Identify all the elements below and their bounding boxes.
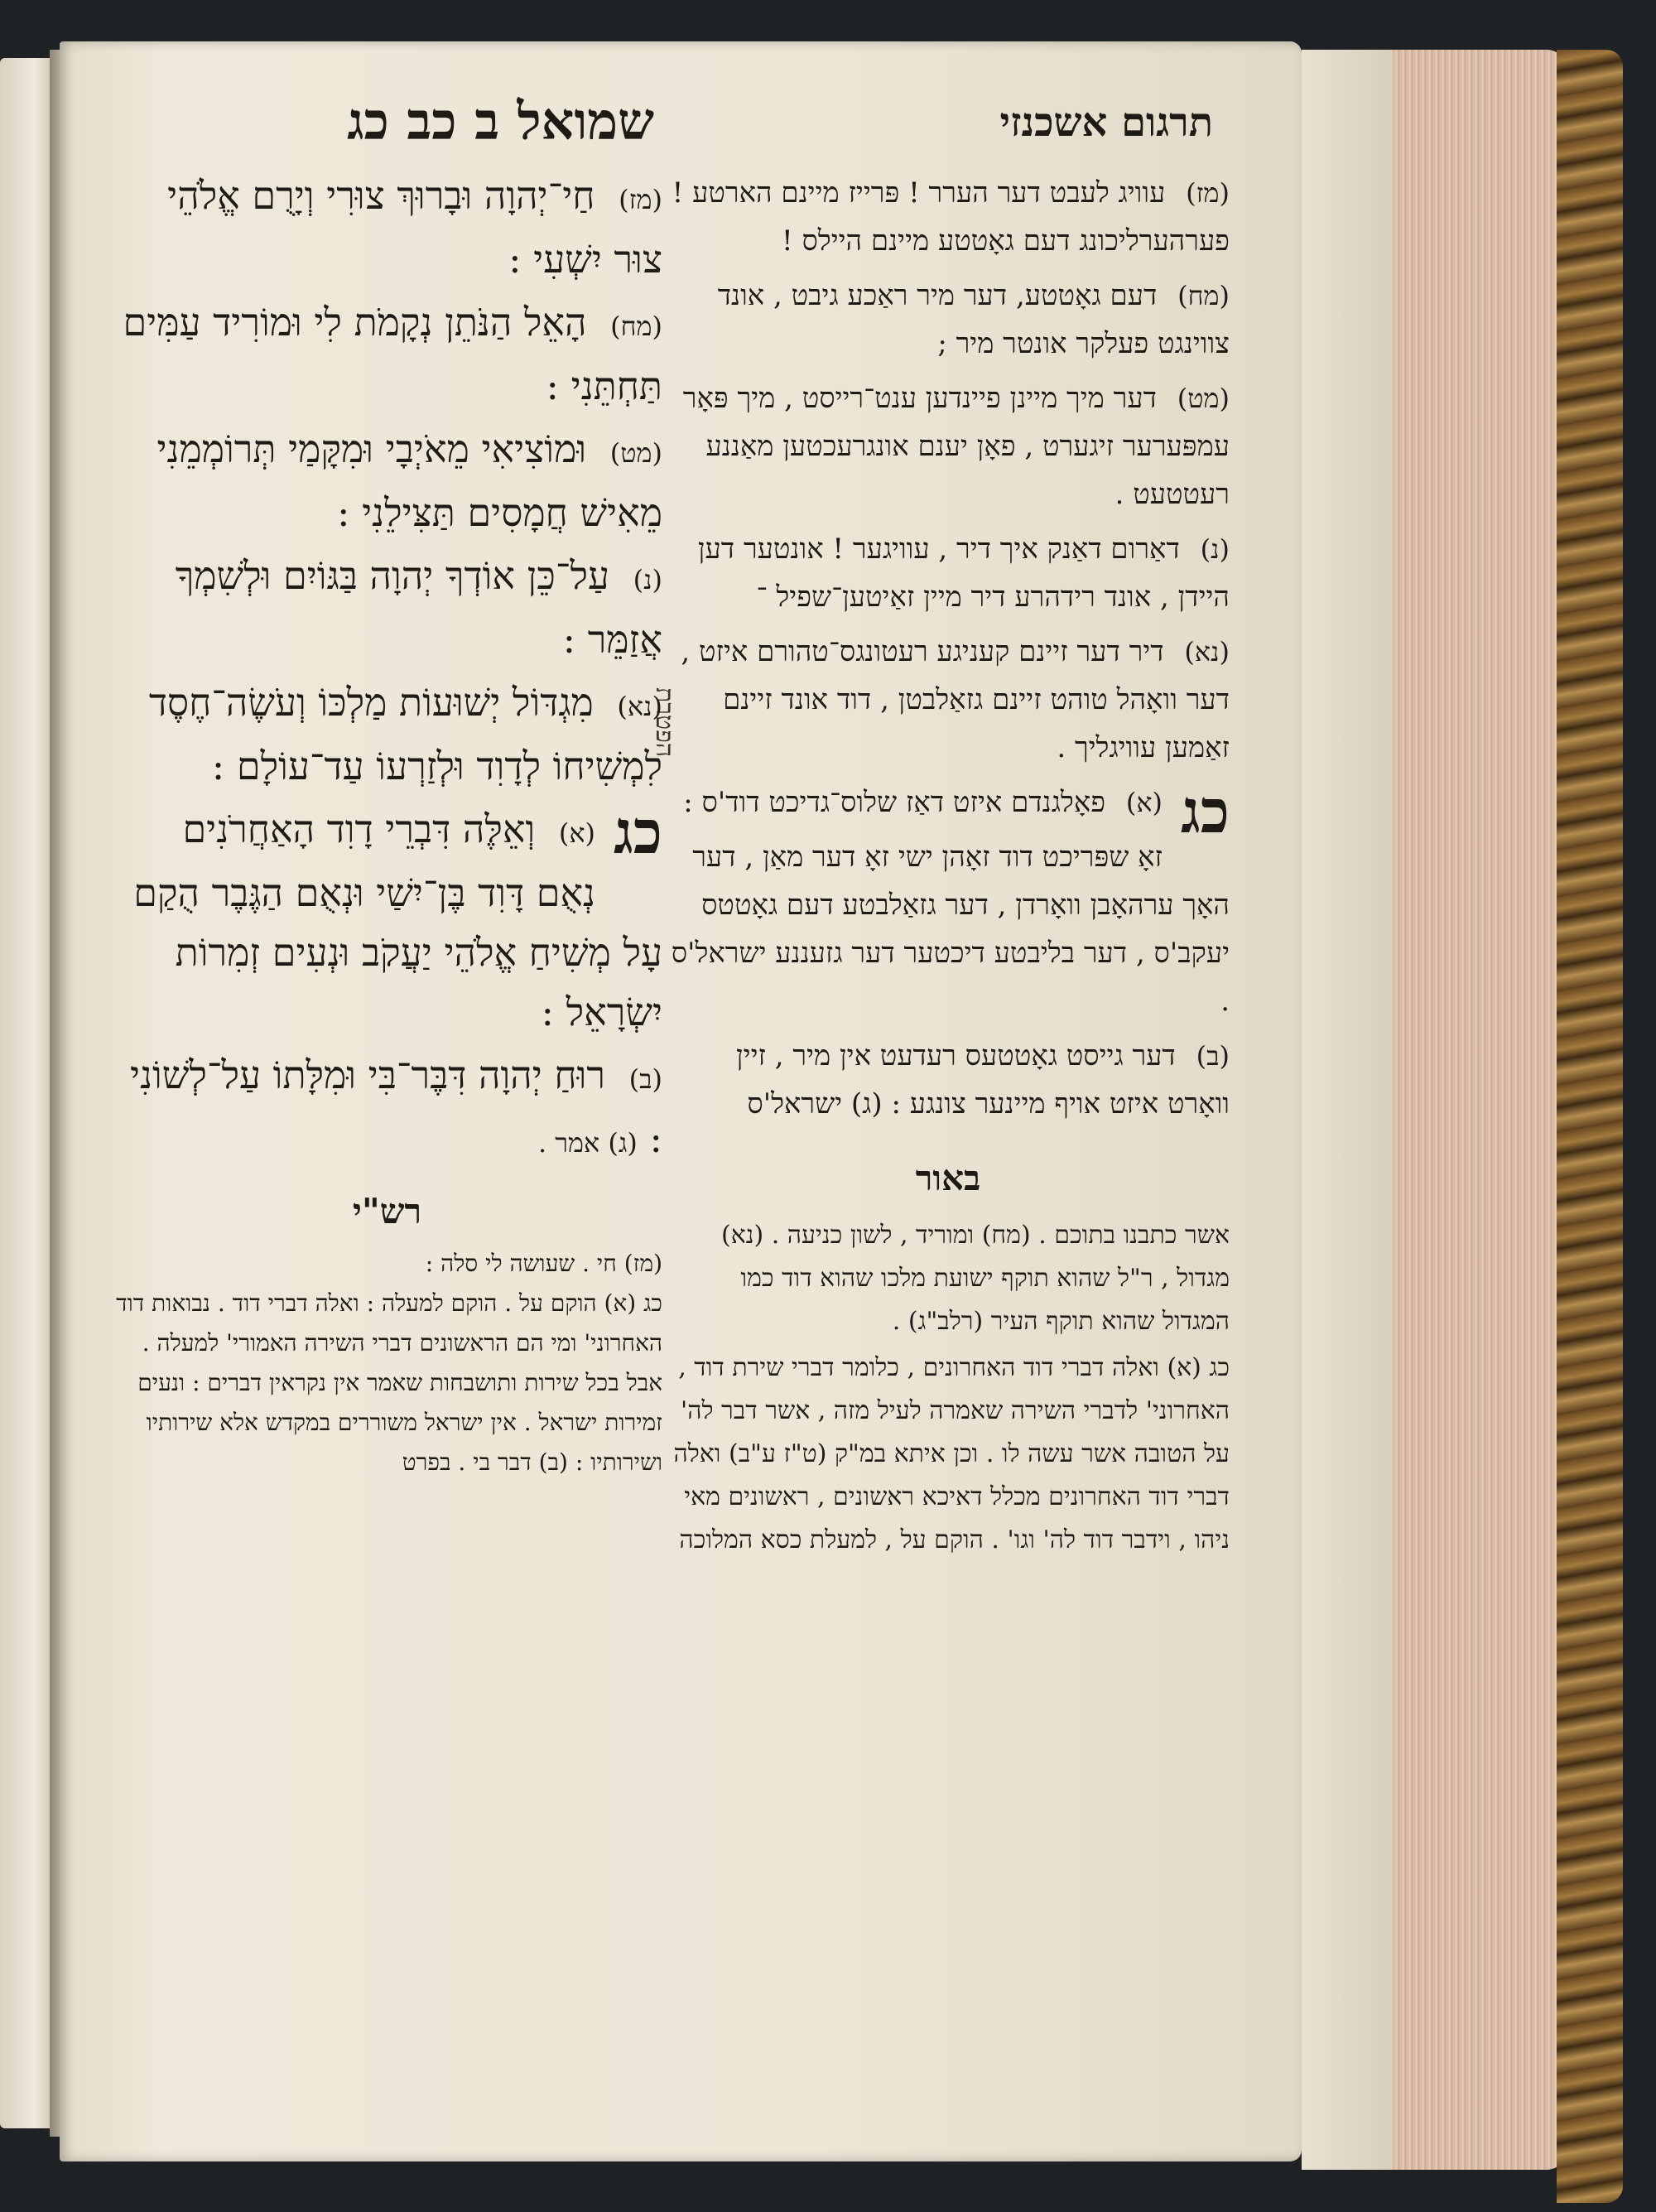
page-stack-top bbox=[1302, 50, 1393, 2170]
targum-verse bbox=[667, 374, 1230, 518]
verse-number: (מז) bbox=[619, 184, 662, 215]
biur-line: אשר כתבנו בתוכם . (מח) ומוריד , לשון כניעה . (נא) מגדול , ר"ל שהוא תוקף ישועת מלכו שהוא דוד כמו המגדול שהוא תוקף העיר (רלב"ג) . bbox=[720, 1221, 1230, 1336]
verse-text: דעם גאָטטע, דער מיר ראַכע גיבט , אונד צווינגט פעלקר אונטר מיר ; bbox=[717, 279, 1230, 360]
verse-number: (מט) bbox=[609, 437, 662, 469]
hebrew-chapter-start bbox=[112, 799, 662, 1042]
verse-text: דער גייסט גאָטטעס רעדעט אין מיר , זיין וואָרט איזט אויף מיינער צונגע : bbox=[736, 1039, 1230, 1120]
haftarah-margin-note: הפטרת bbox=[650, 687, 679, 758]
verse-number: (מט) bbox=[1177, 383, 1230, 414]
verse-text: חַי־יְהוָה וּבָרוּךְ צוּרִי וְיָרֻם אֱלֹהֵי צוּר יִשְׁעִי : bbox=[167, 173, 662, 282]
verse-text: מִגְדּוֹל יְשׁוּעוֹת מַלְכּוֹ וְעֹשֶׂה־חֶסֶד לִמְשִׁיחוֹ לְדָוִד וּלְזַרְעוֹ עַד־עוֹלָם : bbox=[148, 680, 662, 788]
verse-number: (נא) bbox=[617, 691, 662, 722]
verse-text: פאָלגנדם איזט דאַז שלוס־גדיכט דוד'ס : bbox=[683, 786, 1106, 819]
verse-text: רוּחַ יְהוָה דִּבֶּר־בִּי וּמִלָּתוֹ עַל־לְשׁוֹנִי : bbox=[130, 1053, 662, 1161]
rashi-line: (מז) חי . שעושה לי סלה : bbox=[425, 1250, 662, 1277]
hebrew-verse bbox=[112, 419, 662, 542]
targum-header: תרגום אשכנזי bbox=[999, 99, 1213, 146]
targum-verse bbox=[667, 1032, 1230, 1128]
verse-text: הָאֵל הַנֹּתֵן נְקָמֹת לִי וּמוֹרִיד עַמִּים תַּחְתֵּנִי : bbox=[123, 300, 662, 408]
rashi-line: כג (א) הוקם על . הוקם למעלה : ואלה דברי דוד . נבואות דוד האחרוני' ומי הם הראשונים דברי השירה האמורי' למעלה . אבל בכל שירות ותושבחות שאמר אין נקראין דברים : ונעים זמירות ישראל . אין ישראל משוררים במקדש אלא שירותיו ושירותיו : (ב) דבר בי . בפרט bbox=[116, 1289, 662, 1476]
hebrew-verse bbox=[112, 166, 662, 289]
chapter-mark: כג bbox=[614, 797, 662, 867]
verse-text: דאַרום דאַנק איך דיר , עוויגער ! אונטער דען היידן , אונד רידהרע דיר מיין זאַיטען־שפיל ־ bbox=[697, 533, 1230, 614]
footnote-ref: (ג) אמר . bbox=[537, 1127, 638, 1159]
targum-verse bbox=[667, 525, 1230, 621]
biur-line: כג (א) ואלה דברי דוד האחרונים , כלומר דברי שירת דוד , האחרוני' לדברי השירה שאמרה לעיל מזה , אשר דבר לה' על הטובה אשר עשה לו . וכן איתא במ"ק (ט"ז ע"ב) ואלה דברי דוד האחרונים מכלל דאיכא ראשונים , ראשונים מאי ניהו , וידבר דוד לה' וגו' . הוקם על , למעלת כסא המלוכה bbox=[673, 1353, 1230, 1554]
targum-verse bbox=[667, 169, 1230, 265]
hebrew-verse bbox=[112, 672, 662, 796]
verse-number: (מז) bbox=[1186, 177, 1230, 209]
verse-text: זאָ שפּריכט דוד זאָהן ישי זאָ דער מאַן , דער האָך ערהאָבן וואָרדן , דער גזאַלבטע דעם גאָטטס יעקב'ס , דער בליבטע דיכטער דער גזעננע ישראל'ס . bbox=[671, 841, 1230, 1018]
targum-chapter-start bbox=[667, 776, 1230, 846]
hebrew-verse bbox=[112, 546, 662, 669]
targum-column bbox=[667, 99, 1230, 1562]
verse-number: (נ) bbox=[633, 564, 662, 595]
hebrew-verse bbox=[112, 292, 662, 416]
verse-text: וְאֵלֶּה דִּבְרֵי דָוִד הָאַחֲרֹנִים נְאֻם דָּוִד בֶּן־יִשַׁי וּנְאֻם הַגֶּבֶר הֻקַם עָל מְשִׁיחַ אֱלֹהֵי יַעֲקֹב וּנְעִים זְמִרוֹת יִשְׂרָאֵל : bbox=[133, 807, 662, 1034]
verse-text: וּמוֹצִיאִי מֵאֹיְבָי וּמִקָּמַי תְּרוֹמְמֵנִי מֵאִישׁ חֲמָסִים תַּצִּילֵנִי : bbox=[156, 426, 662, 535]
verse-number: (ב) bbox=[628, 1063, 662, 1095]
verse-text: עוויג לעבט דער הערר ! פּרייז מיינם הארטע ! פערהערליכונג דעם גאָטטע מיינם היילס ! bbox=[672, 176, 1230, 258]
verse-number: (מח) bbox=[1177, 280, 1230, 311]
book-cover bbox=[1557, 50, 1623, 2203]
verse-number: (נא) bbox=[1184, 636, 1230, 667]
biur-header: באור bbox=[915, 1158, 981, 1198]
chapter-mark: כג bbox=[1181, 776, 1230, 846]
verse-number: (מח) bbox=[610, 311, 662, 342]
rashi-header: רש"י bbox=[352, 1191, 422, 1231]
verse-number: (א) bbox=[1125, 787, 1163, 818]
verse-number: (ב) bbox=[1196, 1040, 1230, 1072]
verse-text: עַל־כֵּן אוֹדְךָ יְהוָה בַּגּוֹיִם וּלְשִׁמְךָ אֲזַמֵּר : bbox=[175, 553, 662, 662]
targum-verse bbox=[667, 272, 1230, 368]
footnote-ref: (ג) ישראל'ס bbox=[747, 1087, 883, 1120]
hebrew-verse bbox=[112, 1045, 662, 1173]
verse-text: דער מיך מיינן פיינדען ענט־רייסט , מיך פּאָר עמפּערער זיגערט , פאָן יענם אונגרעכטען מאַננע רעטטעט . bbox=[682, 382, 1230, 511]
verse-number: (א) bbox=[558, 817, 596, 849]
targum-verse bbox=[667, 833, 1230, 1025]
verse-number: (נ) bbox=[1200, 533, 1230, 565]
book-chapter-header: שמואל ב כב כג bbox=[347, 91, 654, 152]
targum-verse bbox=[667, 628, 1230, 772]
verse-text: דיר דער זיינם קעניגע רעטונגס־טהורם איזט , דער וואָהל טוהט זיינם גזאַלבטן , דוד אונד זיינם זאַמען עוויגליך . bbox=[681, 635, 1230, 764]
hebrew-column bbox=[112, 91, 662, 1482]
